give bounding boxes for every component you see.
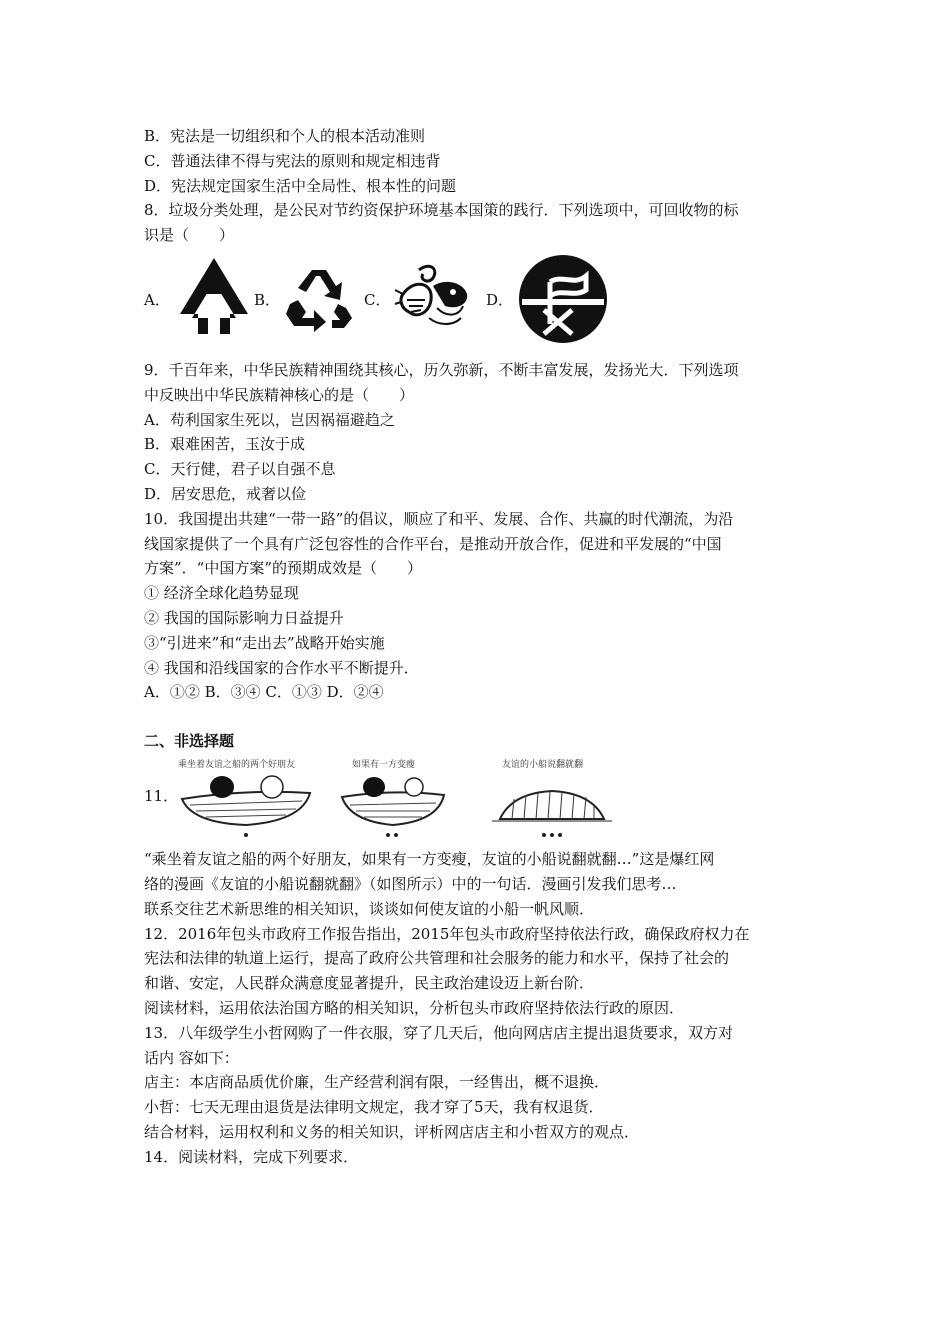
comic-panel-2 [338,755,448,839]
q12-text-4: 阅读材料，运用依法治国方略的相关知识，分析包头市政府坚持依法行政的原因． [144,998,685,1017]
q8-label-a: A． [144,290,170,309]
q12-text-1: 12．2016年包头市政府工作报告指出，2015年包头市政府坚持依法行政，确保政府权力在 [144,924,750,943]
q9-option-d: D．居安思危，戒奢以俭 [144,484,307,503]
hazardous-waste-icon [516,252,610,346]
q9-option-c: C．天行健，君子以自强不息 [144,460,336,479]
q12-text-2: 宪法和法律的轨道上运行，提高了政府公共管理和社会服务的能力和水平，保持了社会的 [144,949,730,968]
q11-text-3: 联系交往艺术新思维的相关知识，谈谈如何使友谊的小船一帆风顺． [144,899,595,918]
q10-options: A．①② B．③④ C．①③ D．②④ [144,683,384,702]
q9-option-a: A．苟利国家生死以，岂因祸福避趋之 [144,410,395,429]
exam-page [144,124,824,1170]
q10-item-1: ① 经济全球化趋势显现 [144,584,299,603]
q8-label-c: C． [364,290,391,309]
q11-number: 11． [144,787,179,806]
q7-option-d: D．宪法规定国家生活中全局性、根本性的问题 [144,176,457,195]
q10-item-3: ③“引进来”和“走出去”战略开始实施 [144,633,385,652]
recycle-tree-icon [174,254,254,340]
q7-option-c: C．普通法律不得与宪法的原则和规定相违背 [144,151,441,170]
q13-text-3: 店主：本店商品质优价廉，生产经营利润有限，一经售出，概不退换． [144,1073,610,1092]
q11-text-1: “乘坐着友谊之船的两个好朋友，如果有一方变瘦，友谊的小船说翻就翻…”这是爆红网 [144,850,715,869]
q11-comic [144,755,824,843]
q10-stem-line-1: 10．我国提出共建“一带一路”的倡议，顺应了和平、发展、合作、共赢的时代潮流，为沿 [144,509,734,528]
q8-option-images [144,252,824,352]
q13-text-2: 话内 容如下： [144,1048,239,1067]
q9-stem-line-2: 中反映出中华民族精神核心的是（ ） [144,385,415,404]
q9-stem-line-1: 9．千百年来，中华民族精神围绕其核心，历久弥新，不断丰富发展，发扬光大．下列选项 [144,360,739,379]
q10-stem-line-3: 方案”．“中国方案”的预期成效是（ ） [144,559,423,578]
comic-panel-3 [492,755,612,839]
q8-stem-line-2: 识是（ ） [144,226,235,245]
q13-text-4: 小哲：七天无理由退货是法律明文规定，我才穿了5天，我有权退货． [144,1098,604,1117]
q14-text-1: 14．阅读材料，完成下列要求． [144,1147,359,1166]
food-waste-icon [389,260,479,338]
q10-item-2: ② 我国的国际影响力日益提升 [144,608,344,627]
comic-caption-2: 如果有一方变瘦 [352,760,416,771]
comic-caption-1: 乘坐着友谊之船的两个好朋友 [178,760,296,771]
recycle-triangle-icon [282,264,356,334]
q11-text-2: 络的漫画《友谊的小船说翻就翻》（如图所示）中的一句话．漫画引发我们思考… [144,874,677,893]
q7-option-b: B．宪法是一切组织和个人的根本活动准则 [144,127,426,145]
q8-label-d: D． [486,290,514,309]
comic-panel-1 [176,755,316,839]
q13-text-5: 结合材料，运用权利和义务的相关知识，评析网店店主和小哲双方的观点． [144,1122,640,1141]
q13-text-1: 13．八年级学生小哲网购了一件衣服，穿了几天后，他向网店店主提出退货要求，双方对 [144,1023,734,1042]
section-heading: 二、非选择题 [144,732,235,751]
q12-text-3: 和谐、安定，人民群众满意度显著提升，民主政治建设迈上新台阶． [144,974,595,993]
q8-stem-line-1: 8．垃圾分类处理，是公民对节约资保护环境基本国策的践行．下列选项中，可回收物的标 [144,201,739,220]
q10-item-4: ④ 我国和沿线国家的合作水平不断提升． [144,658,419,677]
q8-label-b: B． [254,290,281,309]
comic-caption-3: 友谊的小船说翻就翻 [502,760,584,771]
q9-option-b: B．艰难困苦，玉汝于成 [144,435,306,454]
q10-stem-line-2: 线国家提供了一个具有广泛包容性的合作平台，是推动开放合作，促进和平发展的“中国 [144,534,722,553]
